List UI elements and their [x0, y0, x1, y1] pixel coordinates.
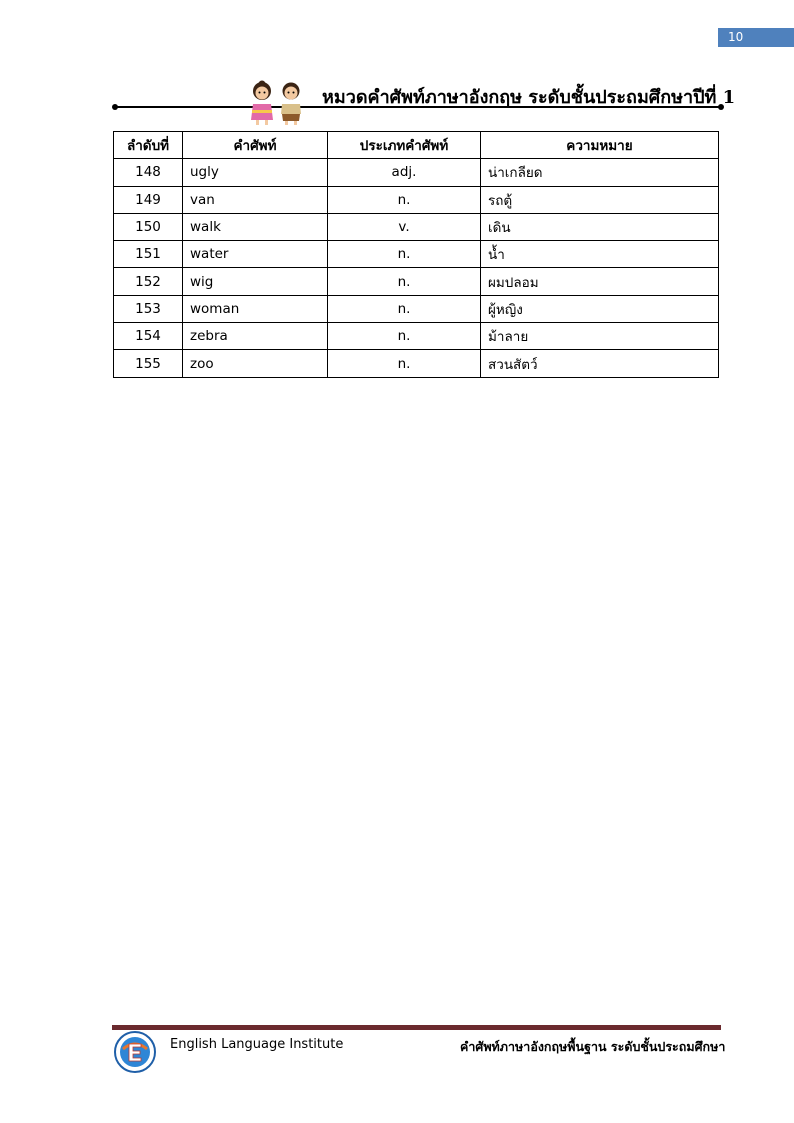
page-number: 10	[718, 28, 794, 47]
row-type: n.	[328, 295, 481, 322]
row-word: van	[183, 186, 328, 213]
thai-children-mascot-icon	[246, 80, 308, 126]
footer-rule	[112, 1025, 721, 1030]
footer-institute-name: English Language Institute	[170, 1037, 344, 1052]
row-word: zebra	[183, 323, 328, 350]
header-rule-dot-left	[112, 104, 118, 110]
row-number: 149	[114, 186, 183, 213]
row-number: 153	[114, 295, 183, 322]
row-number: 151	[114, 241, 183, 268]
table-row	[114, 186, 719, 213]
row-number: 150	[114, 213, 183, 240]
row-number: 148	[114, 159, 183, 186]
row-meaning: ม้าลาย	[481, 323, 719, 350]
row-word: woman	[183, 295, 328, 322]
column-header-word: คำศัพท์	[183, 132, 328, 159]
row-type: n.	[328, 268, 481, 295]
row-type: adj.	[328, 159, 481, 186]
row-type: n.	[328, 350, 481, 377]
row-meaning: ผู้หญิง	[481, 295, 719, 322]
table-row	[114, 213, 719, 240]
row-number: 154	[114, 323, 183, 350]
row-number: 155	[114, 350, 183, 377]
row-type: n.	[328, 323, 481, 350]
table-row	[114, 268, 719, 295]
table-row	[114, 159, 719, 186]
row-meaning: รถตู้	[481, 186, 719, 213]
row-meaning: สวนสัตว์	[481, 350, 719, 377]
row-type: n.	[328, 241, 481, 268]
table-row	[114, 350, 719, 377]
row-type: n.	[328, 186, 481, 213]
row-meaning: น่าเกลียด	[481, 159, 719, 186]
vocabulary-table	[113, 131, 719, 378]
footer-book-title: คำศัพท์ภาษาอังกฤษพื้นฐาน ระดับชั้นประถมศึกษา	[460, 1039, 726, 1054]
eli-logo-icon	[114, 1031, 156, 1073]
row-word: walk	[183, 213, 328, 240]
row-number: 152	[114, 268, 183, 295]
row-word: zoo	[183, 350, 328, 377]
row-word: wig	[183, 268, 328, 295]
table-header-row	[114, 132, 719, 159]
column-header-meaning: ความหมาย	[481, 132, 719, 159]
table-row	[114, 323, 719, 350]
table-row	[114, 241, 719, 268]
row-word: water	[183, 241, 328, 268]
row-meaning: ผมปลอม	[481, 268, 719, 295]
column-header-number: ลำดับที่	[114, 132, 183, 159]
row-meaning: น้ำ	[481, 241, 719, 268]
row-word: ugly	[183, 159, 328, 186]
page-title: หมวดคำศัพท์ภาษาอังกฤษ ระดับชั้นประถมศึกษาปีที่ 1	[322, 87, 736, 108]
row-type: v.	[328, 213, 481, 240]
row-meaning: เดิน	[481, 213, 719, 240]
column-header-type: ประเภทคำศัพท์	[328, 132, 481, 159]
table-row	[114, 295, 719, 322]
